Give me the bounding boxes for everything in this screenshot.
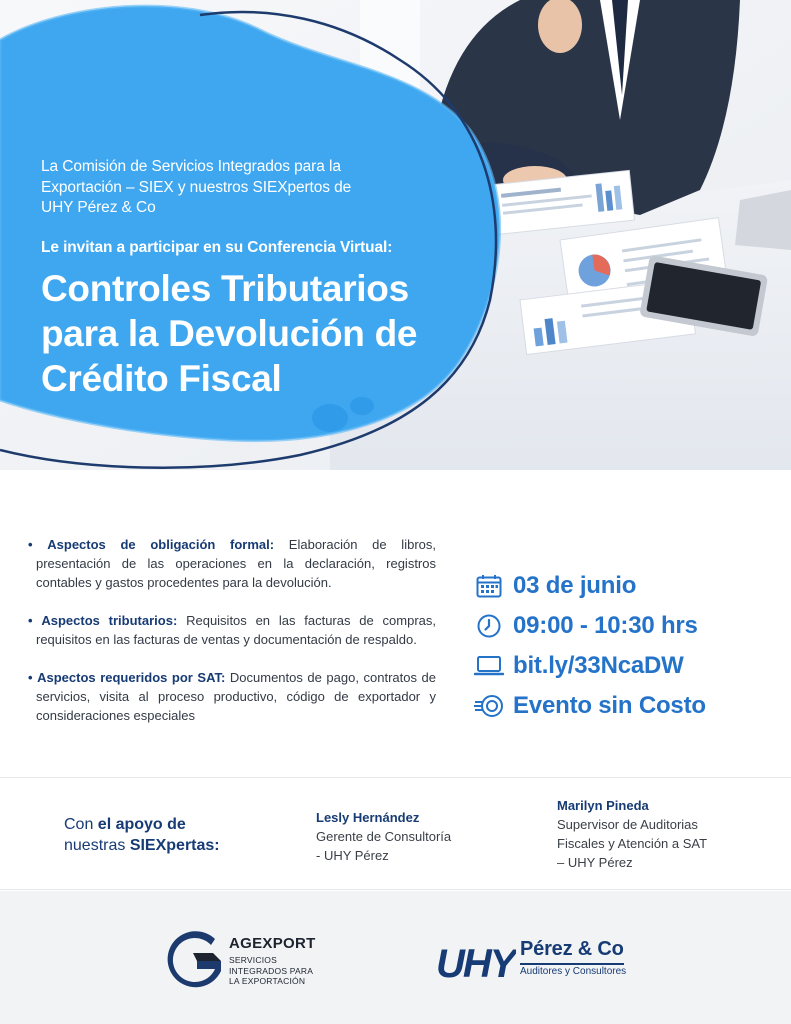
uhy-mark-icon	[434, 933, 516, 989]
support-label-line2	[64, 835, 220, 856]
topic-item	[28, 668, 436, 725]
speaker-role-line: – UHY Pérez	[557, 855, 633, 870]
uhy-mark-text: UHY	[436, 942, 515, 986]
topic-key: Aspectos tributarios:	[41, 613, 178, 628]
bullet: •	[28, 537, 33, 552]
hero-intro-line: UHY Pérez & Co	[41, 199, 156, 216]
uhy-tagline: Auditores y Consultores	[520, 966, 627, 977]
topic-item	[28, 611, 436, 649]
event-cost	[474, 686, 774, 726]
hero-intro-line: La Comisión de Servicios Integrados para la	[41, 158, 341, 175]
uhy-logo	[434, 933, 644, 989]
title-line: para la Devolución de	[41, 313, 418, 354]
support-label-text: nuestras	[64, 837, 130, 854]
event-details	[474, 566, 774, 726]
topic-text: Elaboración de libros, presentación de las operaciones en la declaración, registros contables y gastos procedentes para la devolución.	[36, 537, 436, 590]
agexport-tagline	[229, 955, 313, 987]
event-link-text[interactable]: bit.ly/33NcaDW	[513, 652, 684, 679]
agexport-name: AGEXPORT	[229, 935, 316, 952]
agexport-tagline-line: SERVICIOS	[229, 955, 277, 965]
footer-logos	[0, 891, 791, 1024]
ticket-icon	[474, 693, 504, 719]
uhy-name: Pérez & Co	[520, 938, 624, 960]
calendar-icon	[474, 573, 504, 599]
topic-item	[28, 535, 436, 592]
speaker-card	[557, 796, 707, 872]
topic-key: Aspectos requeridos por SAT:	[37, 670, 226, 685]
topics-list	[28, 535, 436, 744]
bullet: •	[28, 613, 33, 628]
title-line: Controles Tributarios	[41, 268, 409, 309]
support-band	[0, 777, 791, 890]
event-date	[474, 566, 774, 606]
event-cost-text: Evento sin Costo	[513, 692, 706, 719]
hero-intro-line: Exportación – SIEX y nuestros SIEXpertos de	[41, 178, 352, 196]
event-link[interactable]	[474, 646, 774, 686]
agexport-g-icon	[163, 931, 225, 991]
speaker-role-line: Fiscales y Atención a SAT	[557, 836, 708, 851]
uhy-divider	[520, 963, 624, 965]
support-label	[64, 814, 220, 856]
support-label-line1	[64, 814, 220, 835]
agexport-tagline-line: INTEGRADOS PARA	[229, 965, 314, 976]
page-title	[41, 266, 491, 401]
agexport-tagline-line: LA EXPORTACIÓN	[229, 976, 306, 986]
clock-icon	[474, 613, 504, 639]
speaker-name: Lesly Hernández	[316, 810, 420, 825]
speaker-name: Marilyn Pineda	[557, 798, 649, 813]
speaker-card	[316, 808, 451, 865]
hero-banner	[0, 0, 791, 470]
topic-key: Aspectos de obligación formal:	[47, 537, 275, 552]
support-label-text: Con	[64, 816, 98, 833]
agexport-logo	[163, 931, 363, 991]
bullet: •	[28, 670, 33, 685]
speaker-role-line: Supervisor de Auditorias	[557, 817, 698, 832]
hero-intro	[41, 157, 481, 219]
hero-invite: Le invitan a participar en su Conferencia Virtual:	[41, 239, 393, 256]
event-time	[474, 606, 774, 646]
title-line: Crédito Fiscal	[41, 358, 282, 399]
event-date-text: 03 de junio	[513, 572, 637, 599]
support-label-text-bold: SIEXpertas:	[129, 837, 220, 854]
support-label-text-bold: el apoyo de	[97, 816, 186, 833]
speaker-role-line: Gerente de Consultoría	[316, 829, 452, 844]
topic-text: Requisitos en las facturas de compras, requisitos en las facturas de ventas y documentación de respaldo.	[36, 613, 436, 647]
topic-text: Documentos de pago, contratos de servicios, visita al proceso productivo, código de exportador y consideraciones especiales	[36, 670, 436, 723]
event-time-text: 09:00 - 10:30 hrs	[513, 612, 698, 639]
laptop-icon	[474, 653, 504, 679]
speaker-role-line: - UHY Pérez	[316, 848, 389, 863]
